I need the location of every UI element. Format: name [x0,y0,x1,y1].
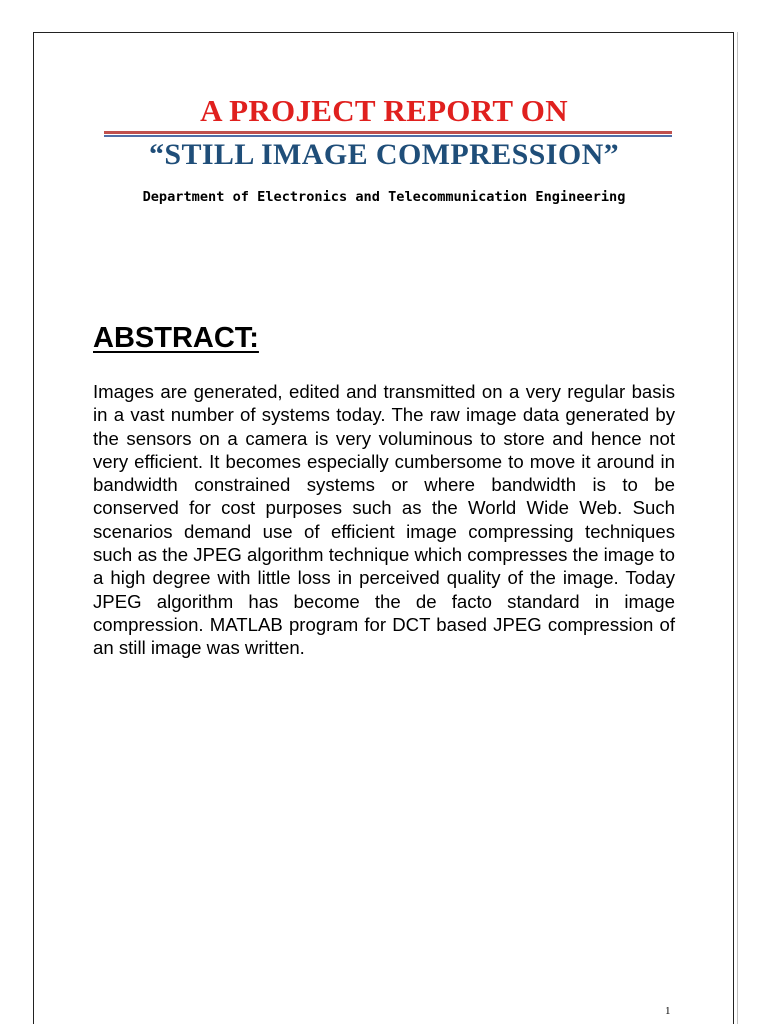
page-number: 1 [665,1005,671,1017]
abstract-body: Images are generated, edited and transmitted on a very regular basis in a vast number of systems today. The raw image data generated by the sensors on a camera is very voluminous to store and hence not very efficient. It becomes especially cumbersome to move it around in bandwidth constrained systems or where bandwidth is to be conserved for cost purposes such as the World Wide Web. Such scenarios demand use of efficient image compressing techniques such as the JPEG algorithm technique which compresses the image to a high degree with little loss in perceived quality of the image. Today JPEG algorithm has become the de facto standard in image compression. MATLAB program for DCT based JPEG compression of an still image was written. [93,381,675,659]
report-title-heading: A PROJECT REPORT ON [200,93,568,128]
page-edge-line [737,32,738,1024]
title-rule-blue [104,135,672,137]
title-rule-red [104,131,672,134]
abstract-heading: ABSTRACT: [93,322,259,354]
department-name: Department of Electronics and Telecommunication Engineering [142,189,626,205]
project-title: “STILL IMAGE COMPRESSION” [148,138,620,171]
